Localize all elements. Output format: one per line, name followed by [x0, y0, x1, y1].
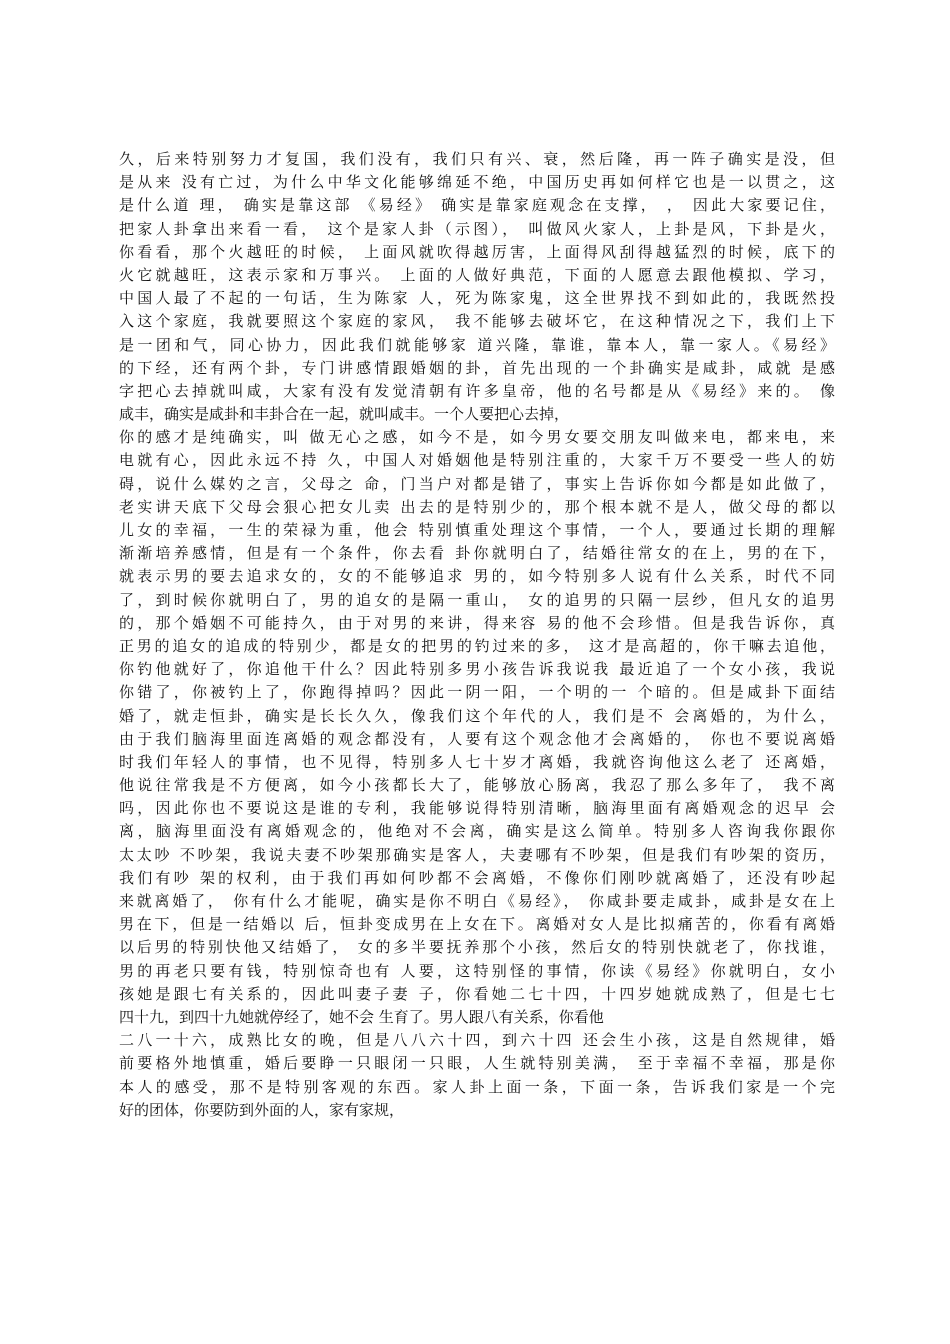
text-line: 正男的追女的追成的特别少，都是女的把男的钓过来的多， 这才是高超的，你干嘛去追他， — [119, 636, 835, 655]
text-line: 他说往常我是不方便离，如今小孩都长大了，能够放心肠离，我忍了那么多年了， 我不离 — [119, 776, 835, 795]
text-line: 时我们年轻人的事情，也不见得，特别多人七十岁才离婚，我就咨询他这么老了 还离婚， — [119, 752, 835, 771]
text-line: 孩她是跟七有关系的，因此叫妻子妻 子，你看她二七十四，十四岁她就成熟了，但是七七 — [119, 984, 835, 1003]
text-line: 是一团和气，同心协力，因此我们就能够家 道兴隆，靠谁，靠本人，靠一家人。《易经》 — [119, 335, 835, 354]
text-line: 是从来 没有亡过，为什么中华文化能够绵延不绝，中国历史再如何样它也是一以贯之，这 — [119, 173, 835, 192]
text-line: 久，后来特别努力才复国，我们没有，我们只有兴、衰，然后隆，再一阵子确实是没，但 — [119, 150, 835, 168]
text-line: 电就有心，因此永远不持 久，中国人对婚姻他是特别注重的，大家千万不要受一些人的妨 — [119, 451, 835, 470]
text-line: 的，那个婚姻不可能持久，由于对男的来讲，得来容 易的他不会珍惜。但是我告诉你，真 — [119, 613, 835, 632]
text-line: 男的再老只要有钱，特别惊奇也有 人要，这特别怪的事情，你读《易经》你就明白，女小 — [119, 961, 835, 980]
text-line: 你错了，你被钓上了，你跑得掉吗？因此一阴一阳，一个明的一 个暗的。但是咸卦下面结 — [119, 683, 835, 702]
text-line: 咸丰，确实是咸卦和丰卦合在一起，就叫咸丰。一个人要把心去掉， — [119, 405, 570, 424]
text-line: 是什么道 理， 确实是靠这部 《易经》 确实是靠家庭观念在支撑， ， 因此大家要记住， — [119, 196, 835, 215]
text-line: 来就离婚了， 你有什么才能呢，确实是你不明白《易经》， 你咸卦要走咸卦，咸卦是女在上 — [119, 892, 835, 910]
text-line: 老实讲天底下父母会狠心把女儿卖 出去的是特别少的，那个根本就不是人，做父母的都以 — [119, 497, 835, 516]
text-line: 的下经，还有两个卦，专门讲感情跟婚姻的卦，首先出现的一个卦确实是咸卦，咸就 是感 — [119, 358, 835, 377]
text-line: 字把心去掉就叫咸，大家有没有发觉清朝有许多皇帝，他的名号都是从《易经》来的。 像 — [119, 381, 835, 400]
text-line: 吗，因此你也不要说这是谁的专利，我能够说得特别清晰，脑海里面有离婚观念的迟早 会 — [119, 799, 835, 818]
text-line: 好的团体，你要防到外面的人，家有家规， — [119, 1100, 405, 1119]
text-line: 入这个家庭，我就要照这个家庭的家风， 我不能够去破坏它，在这种情况之下，我们上下 — [119, 312, 835, 331]
text-line: 前要格外地慎重，婚后要睁一只眼闭一只眼，人生就特别美满， 至于幸福不幸福，那是你 — [119, 1054, 835, 1073]
text-line: 太太吵 不吵架，我说夫妻不吵架那确实是客人，夫妻哪有不吵架，但是我们有吵架的资历， — [119, 845, 835, 864]
text-line: 把家人卦拿出来看一看， 这个是家人卦（示图）， 叫做风火家人，上卦是风，下卦是火， — [119, 219, 835, 238]
text-line: 由于我们脑海里面连离婚的观念都没有，人要有这个观念他才会离婚的， 你也不要说离婚 — [119, 729, 835, 748]
text-line: 渐渐培养感情，但是有一个条件，你去看 卦你就明白了，结婚往常女的在上，男的在下， — [119, 544, 835, 563]
text-line: 就表示男的要去追求女的，女的不能够追求 男的，如今特别多人说有什么关系，时代不同 — [119, 567, 835, 586]
text-line: 以后男的特别快他又结婚了， 女的多半要抚养那个小孩，然后女的特别快就老了，你找谁， — [119, 938, 835, 957]
text-line: 男在下，但是一结婚以 后，恒卦变成男在上女在下。离婚对女人是比拟痛苦的，你看有离婚 — [119, 915, 835, 934]
text-line: 本人的感受，那不是特别客观的东西。家人卦上面一条，下面一条，告诉我们家是一个完 — [119, 1077, 835, 1096]
body-text — [119, 148, 835, 1122]
text-line: 儿女的幸福，一生的荣禄为重，他会 特别慎重处理这个事情，一个人，要通过长期的理解 — [119, 521, 835, 539]
text-line: 你的感才是纯确实，叫 做无心之感，如今不是，如今男女要交朋友叫做来电，都来电，来 — [119, 428, 835, 447]
text-line: 火它就越旺，这表示家和万事兴。 上面的人做好典范，下面的人愿意去跟他模拟、学习， — [119, 265, 835, 284]
text-line: 了，到时候你就明白了，男的追女的是隔一重山， 女的追男的只隔一层纱，但凡女的追男 — [119, 590, 835, 609]
text-line: 我们有吵 架的权利，由于我们再如何吵都不会离婚，不像你们刚吵就离婚了，还没有吵起 — [119, 868, 835, 887]
text-line: 碍，说什么媒妁之言，父母之 命，门当户对都是错了，事实上告诉你如今都是如此做了， — [119, 474, 835, 493]
text-line: 中国人最了不起的一句话，生为陈家 人，死为陈家鬼，这全世界找不到如此的，我既然投 — [119, 289, 835, 308]
text-line: 四十九，到四十九她就停经了，她不会 生育了。男人跟八有关系，你看他 — [119, 1007, 604, 1026]
text-line: 二八一十六，成熟比女的晚，但是八八六十四，到六十四 还会生小孩，这是自然规律，婚 — [119, 1031, 835, 1050]
text-line: 婚了，就走恒卦，确实是长长久久，像我们这个年代的人，我们是不 会离婚的，为什么， — [119, 706, 835, 725]
text-line: 你钓他就好了，你追他干什么？因此特别多男小孩告诉我说我 最近追了一个女小孩，我说 — [119, 660, 835, 679]
text-line: 你看看，那个火越旺的时候， 上面风就吹得越厉害，上面得风刮得越猛烈的时候，底下的 — [119, 242, 835, 261]
text-line: 离，脑海里面没有离婚观念的，他绝对不会离，确实是这么简单。特别多人咨询我你跟你 — [119, 822, 835, 841]
